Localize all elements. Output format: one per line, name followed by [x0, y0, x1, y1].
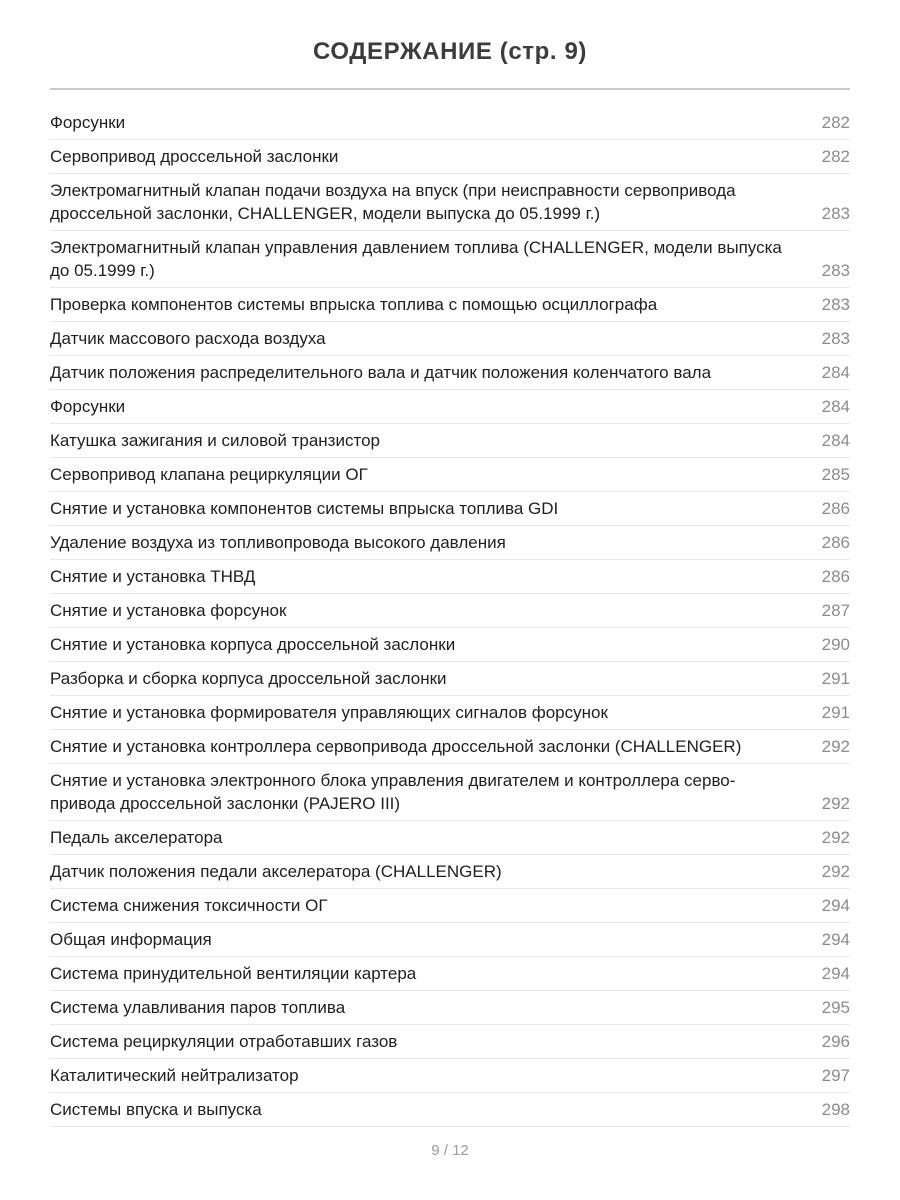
toc-entry-title: Форсунки	[50, 397, 126, 416]
toc-entry	[50, 821, 850, 855]
toc-entry-page: 298	[821, 1100, 850, 1119]
toc-entry-title: Системы впуска и выпуска	[50, 1100, 262, 1119]
toc-entry-title: Удаление воздуха из топливопровода высокого давления	[50, 533, 506, 552]
toc-entry	[50, 106, 850, 140]
toc-entry-page: 286	[821, 499, 850, 518]
toc-entry	[50, 322, 850, 356]
toc-entry	[50, 855, 850, 889]
toc-entry-title: Проверка компонентов системы впрыска топлива с помощью осциллографа	[50, 295, 658, 314]
toc-entry-title: Снятие и установка корпуса дроссельной заслонки	[50, 635, 456, 654]
toc-entry-title: Датчик положения распределительного вала и датчик положения коленчатого вала	[50, 363, 712, 382]
toc-entry	[50, 923, 850, 957]
toc-entry-title: Снятие и установка компонентов системы впрыска топлива GDI	[50, 499, 559, 518]
toc-entry-page: 294	[821, 896, 850, 915]
toc-entry-page: 287	[821, 601, 850, 620]
toc-entry-title: Форсунки	[50, 113, 126, 132]
toc-entry-page: 291	[821, 703, 850, 722]
toc-entry-title: Сервопривод клапана рециркуляции ОГ	[50, 465, 368, 484]
toc-entry	[50, 1059, 850, 1093]
toc-entry-title: Сервопривод дроссельной заслонки	[50, 147, 339, 166]
toc-entry-title: Снятие и установка форсунок	[50, 601, 287, 620]
toc-entry	[50, 526, 850, 560]
toc-entry-title: Датчик массового расхода воздуха	[50, 329, 326, 348]
toc-entry-page: 284	[821, 397, 850, 416]
toc-entry-page: 282	[821, 113, 850, 132]
toc-entry-page: 284	[821, 431, 850, 450]
toc-entry-title: Общая информация	[50, 930, 212, 949]
toc-entry	[50, 889, 850, 923]
toc-entry	[50, 957, 850, 991]
toc-entry-title: Катушка зажигания и силовой транзистор	[50, 431, 380, 450]
toc-entry	[50, 628, 850, 662]
toc-entry-title: Электромагнитный клапан подачи воздуха на впуск (при неисправности сервопривода дроссельной заслонки, CHALLENGER, модели выпуска до 05.1999 г.)	[50, 181, 736, 223]
toc-entry-title: Датчик положения педали акселератора (CHALLENGER)	[50, 862, 502, 881]
toc-entry-page: 297	[821, 1066, 850, 1085]
toc-entry-page: 296	[821, 1032, 850, 1051]
toc-entry-title: Электромагнитный клапан управления давлением топлива (CHALLENGER, модели выпуска до 05.1999 г.)	[50, 238, 782, 280]
toc-entry-title: Система снижения токсичности ОГ	[50, 896, 328, 915]
toc-entry	[50, 560, 850, 594]
toc-entry-title: Снятие и установка электронного блока управления двигателем и контроллера серво-привода дроссельной заслонки (PAJERO III)	[50, 771, 736, 813]
toc-entry-page: 291	[821, 669, 850, 688]
toc-entry-page: 292	[821, 828, 850, 847]
toc-entry-page: 283	[821, 261, 850, 280]
toc-entry	[50, 662, 850, 696]
toc-entry	[50, 492, 850, 526]
toc-entry	[50, 140, 850, 174]
toc-entry	[50, 696, 850, 730]
page-footer	[50, 1141, 850, 1161]
toc-entry-page: 282	[821, 147, 850, 166]
toc-entry-page: 292	[821, 737, 850, 756]
toc-entry-page: 283	[821, 329, 850, 348]
toc-entry	[50, 1025, 850, 1059]
toc-entry-page: 283	[821, 295, 850, 314]
toc-entry-title: Снятие и установка контроллера сервопривода дроссельной заслонки (CHALLENGER)	[50, 737, 742, 756]
toc-entry-page: 283	[821, 204, 850, 223]
toc-entry-title: Снятие и установка формирователя управляющих сигналов форсунок	[50, 703, 608, 722]
toc-entry	[50, 288, 850, 322]
toc-entry	[50, 1093, 850, 1127]
toc-entry-title: Каталитический нейтрализатор	[50, 1066, 299, 1085]
toc-entry-title: Разборка и сборка корпуса дроссельной заслонки	[50, 669, 447, 688]
toc-entry-page: 286	[821, 567, 850, 586]
toc-entry	[50, 991, 850, 1025]
page-indicator: 9 / 12	[431, 1142, 469, 1159]
toc-entry-title: Снятие и установка ТНВД	[50, 567, 256, 586]
toc-entry-page: 295	[821, 998, 850, 1017]
toc-entry	[50, 424, 850, 458]
toc-entry-title: Педаль акселератора	[50, 828, 223, 847]
page-title: СОДЕРЖАНИЕ (стр. 9)	[313, 38, 587, 65]
toc-entry	[50, 231, 850, 288]
toc-entry	[50, 390, 850, 424]
toc-entry	[50, 730, 850, 764]
toc-entry	[50, 458, 850, 492]
toc-entry-page: 284	[821, 363, 850, 382]
title-divider	[50, 88, 850, 90]
toc-entry-page: 290	[821, 635, 850, 654]
toc-entry-page: 285	[821, 465, 850, 484]
toc-entry-page: 292	[821, 794, 850, 813]
toc-entry-title: Система принудительной вентиляции картера	[50, 964, 417, 983]
toc-entry	[50, 594, 850, 628]
toc-entry	[50, 764, 850, 821]
toc-entry	[50, 174, 850, 231]
toc-entry-page: 294	[821, 930, 850, 949]
toc-entry-title: Система улавливания паров топлива	[50, 998, 346, 1017]
toc-list	[50, 106, 850, 1127]
toc-entry-page: 292	[821, 862, 850, 881]
toc-entry-title: Система рециркуляции отработавших газов	[50, 1032, 398, 1051]
toc-entry-page: 294	[821, 964, 850, 983]
toc-entry	[50, 356, 850, 390]
toc-entry-page: 286	[821, 533, 850, 552]
